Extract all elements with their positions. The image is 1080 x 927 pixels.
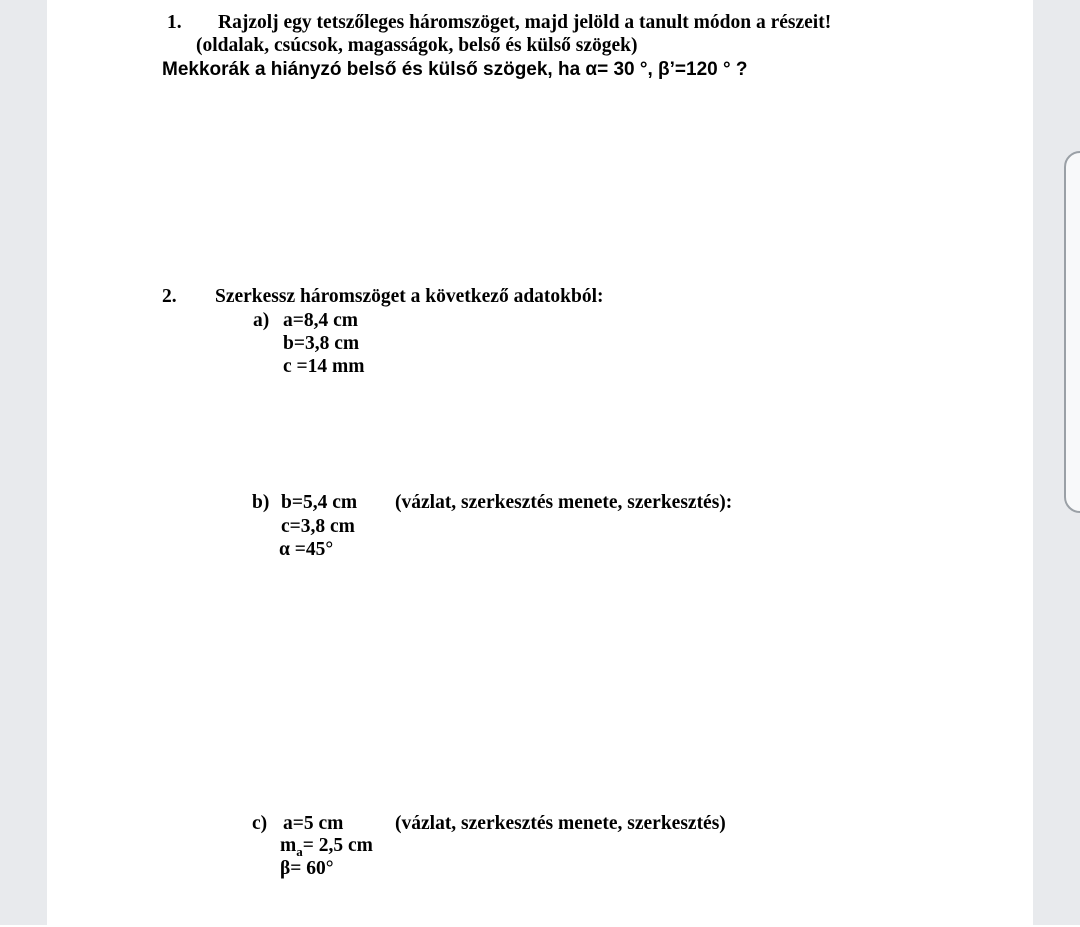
scrollbar-thumb[interactable] [1064,151,1080,513]
item-c-height-sub: a [296,843,303,859]
task1-question: Mekkorák a hiányzó belső és külső szögek, ha α= 30 °, β’=120 ° ? [162,59,748,80]
left-gutter [0,0,47,925]
task2-title: Szerkessz háromszöget a következő adatokból: [215,286,604,307]
item-c-height-rest: = 2,5 cm [302,835,373,856]
item-a-side-b: b=3,8 cm [283,333,360,354]
item-c-angle-beta: β= 60° [280,858,334,879]
item-b-label: b) [252,492,270,513]
item-a-label: a) [253,310,270,331]
task1-subnote: (oldalak, csúcsok, magasságok, belső és külső szögek) [196,35,638,56]
task1-instruction: Rajzolj egy tetszőleges háromszöget, majd jelöld a tanult módon a részeit! [218,12,832,33]
item-b-angle-alpha: α =45° [279,539,334,560]
item-c-height-base: m [280,835,297,856]
task1-number: 1. [167,12,182,33]
task2-number: 2. [162,286,177,307]
item-a-side-c: c =14 mm [283,356,365,377]
item-c-side-a: a=5 cm [283,813,344,834]
item-c-label: c) [252,813,268,834]
item-b-note: (vázlat, szerkesztés menete, szerkesztés): [395,492,733,513]
item-a-side-a: a=8,4 cm [283,310,359,331]
item-b-side-c: c=3,8 cm [281,516,355,537]
document-page [47,0,1033,927]
item-c-note: (vázlat, szerkesztés menete, szerkesztés) [395,813,726,834]
item-b-side-b: b=5,4 cm [281,492,358,513]
item-c-height-ma [280,834,373,857]
